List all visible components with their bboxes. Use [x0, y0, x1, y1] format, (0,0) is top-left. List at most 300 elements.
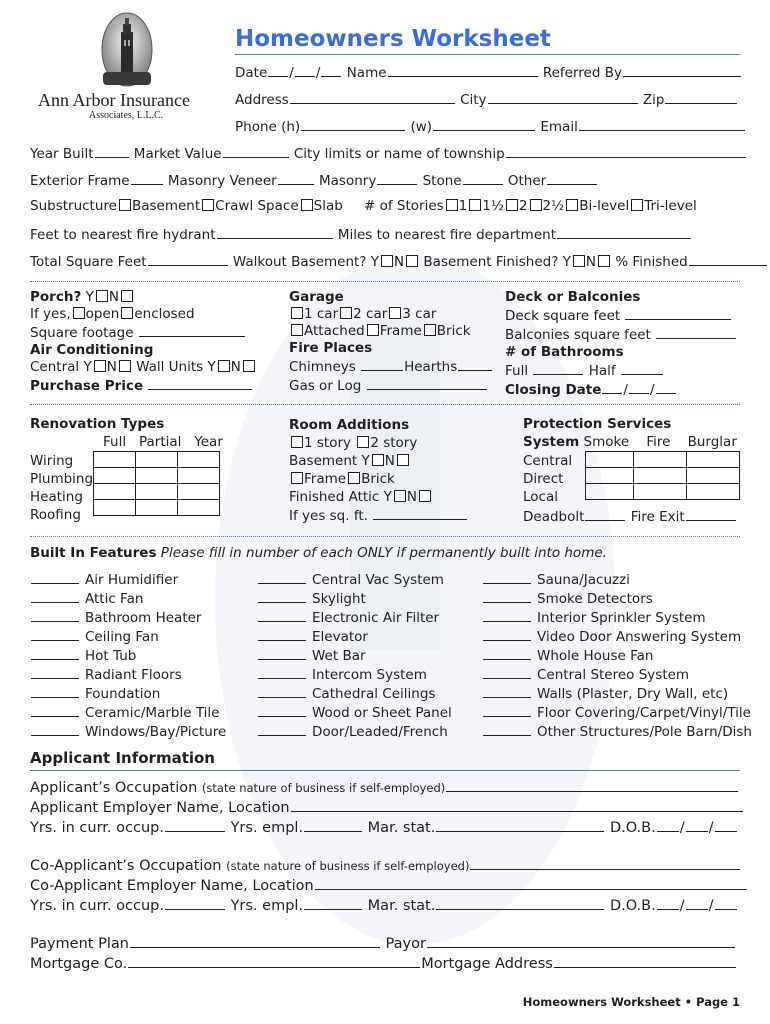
stories-label: # of Stories [364, 198, 444, 214]
feature-count-field[interactable] [258, 722, 306, 736]
air-conditioning-label: Air Conditioning [30, 342, 154, 358]
closing-date-sep: / [623, 382, 628, 398]
garage-brick-label: Brick [436, 323, 471, 339]
walkout-yes-checkbox[interactable] [381, 255, 393, 267]
grid-cell[interactable] [136, 468, 178, 484]
co-employer-row [30, 876, 748, 894]
central-no-checkbox[interactable] [119, 360, 131, 372]
fire-label: Fire [646, 434, 671, 450]
feature-label: Skylight [312, 591, 366, 607]
address-label: Address [235, 92, 289, 108]
tri-level-label: Tri-level [644, 198, 697, 214]
walkout-label: Walkout Basement? Y [232, 254, 380, 270]
addition-basement-no-checkbox[interactable] [397, 454, 409, 466]
if-yes-label: If yes, [30, 306, 71, 322]
purchase-price-field[interactable] [148, 376, 252, 390]
wall-units-label: Wall Units Y [136, 359, 216, 375]
open-label: open [85, 306, 120, 322]
bathrooms-label: # of Bathrooms [505, 344, 624, 360]
feature-count-field[interactable] [483, 627, 531, 641]
feature-count-field[interactable] [483, 608, 531, 622]
phone-h-field[interactable] [301, 117, 405, 131]
half-bath-field[interactable] [621, 361, 663, 375]
built-in-heading-row [30, 545, 607, 561]
feature-count-field[interactable] [483, 703, 531, 717]
renovation-rows [30, 452, 93, 524]
square-footage-field[interactable] [139, 323, 245, 337]
closing-date-label: Closing Date [505, 382, 602, 398]
occupation-field[interactable] [446, 778, 738, 792]
grid-cell[interactable] [178, 468, 220, 484]
built-in-feature-row [482, 646, 752, 665]
co-yrs-empl-field[interactable] [304, 896, 362, 910]
stone-field[interactable] [463, 171, 503, 185]
company-sub: Associates, L.L.C. [89, 110, 164, 121]
deck-square-feet-field[interactable] [625, 306, 731, 320]
co-occupation-label: Co-Applicant’s Occupation [30, 858, 222, 874]
feature-count-field[interactable] [483, 665, 531, 679]
built-in-col-1 [30, 570, 226, 741]
addition-frame-checkbox[interactable] [291, 472, 303, 484]
feature-label: Central Vac System [312, 572, 444, 588]
feature-label: Central Stereo System [537, 667, 690, 683]
porch-label: Porch? [30, 289, 82, 305]
referred-by-field[interactable] [623, 63, 741, 77]
car-1-checkbox[interactable] [291, 307, 303, 319]
city-field[interactable] [488, 90, 638, 104]
feature-label: Radiant Floors [85, 667, 182, 683]
feature-label: Windows/Bay/Picture [85, 724, 227, 740]
date-sep: / [315, 65, 321, 81]
phone-w-field[interactable] [433, 117, 535, 131]
zip-field[interactable] [665, 90, 737, 104]
feature-count-field[interactable] [31, 570, 79, 584]
built-in-heading: Built In Features [30, 545, 157, 561]
closing-date-sep: / [649, 382, 655, 398]
chimneys-label: Chimneys [289, 359, 356, 375]
if-yes-sqft-label: If yes sq. ft. [289, 508, 368, 524]
employer-field[interactable] [291, 798, 743, 812]
deck-block [505, 289, 737, 399]
deadbolt-field[interactable] [585, 507, 625, 521]
built-in-note: Please fill in number of each ONLY if permanently built into home. [160, 545, 607, 561]
built-in-feature-row [482, 665, 752, 684]
grid-cell[interactable] [178, 500, 220, 516]
date-month-field[interactable] [268, 63, 288, 77]
col-partial-label: Partial [138, 434, 182, 450]
occupation-row [30, 778, 739, 796]
grid-cell[interactable] [136, 452, 178, 468]
hydrant-row [30, 225, 692, 243]
date-day-field[interactable] [295, 63, 315, 77]
attached-checkbox[interactable] [291, 324, 303, 336]
grid-cell[interactable] [586, 484, 634, 500]
feature-count-field[interactable] [483, 646, 531, 660]
mar-stat-field[interactable] [436, 818, 604, 832]
date-year-field[interactable] [321, 63, 341, 77]
yrs-empl-field[interactable] [304, 818, 362, 832]
fire-places-label: Fire Places [289, 340, 373, 356]
full-bath-field[interactable] [533, 361, 583, 375]
col-full-label: Full [103, 434, 127, 450]
car-2-checkbox[interactable] [340, 307, 352, 319]
built-in-feature-row [482, 570, 752, 589]
slab-label: Slab [313, 198, 343, 214]
finished-attic-no-checkbox[interactable] [419, 490, 431, 502]
feature-count-field[interactable] [31, 703, 79, 717]
grid-cell[interactable] [94, 484, 136, 500]
grid-cell[interactable] [178, 452, 220, 468]
built-in-feature-row [30, 684, 226, 703]
built-in-feature-row [482, 608, 752, 627]
page-footer: Homeowners Worksheet • Page 1 [522, 995, 740, 1009]
phone-h-label: Phone (h) [235, 119, 301, 135]
feature-label: Whole House Fan [537, 648, 654, 664]
fire-dept-label: Miles to nearest fire department [337, 227, 556, 243]
feature-count-field[interactable] [258, 608, 306, 622]
feature-count-field[interactable] [31, 627, 79, 641]
wall-units-no-checkbox[interactable] [243, 360, 255, 372]
exterior-row [30, 171, 598, 189]
closing-year-field[interactable] [656, 380, 676, 394]
feature-label: Other Structures/Pole Barn/Dish [537, 724, 752, 740]
basement-checkbox[interactable] [119, 199, 131, 211]
finished-attic-n-label: N [406, 489, 418, 505]
name-field[interactable] [388, 63, 538, 77]
built-in-feature-row [30, 665, 226, 684]
basement-finished-yes-checkbox[interactable] [573, 255, 585, 267]
co-yrs-occ-field[interactable] [165, 896, 225, 910]
other-field[interactable] [547, 171, 597, 185]
story-1-addition-checkbox[interactable] [291, 436, 303, 448]
masonry-veneer-label: Masonry Veneer [167, 173, 277, 189]
phone-row [235, 117, 746, 135]
feature-label: Interior Sprinkler System [537, 610, 706, 626]
hydrant-field[interactable] [217, 225, 333, 239]
payor-field[interactable] [427, 934, 735, 948]
dob-month-field[interactable] [657, 818, 679, 832]
col-year-label: Year [194, 434, 223, 450]
garage-label: Garage [289, 289, 344, 305]
co-occupation-row [30, 856, 741, 874]
grid-cell[interactable] [687, 452, 740, 468]
feature-label: Bathroom Heater [85, 610, 202, 626]
market-value-field[interactable] [223, 144, 289, 158]
grid-cell[interactable] [136, 500, 178, 516]
slab-checkbox[interactable] [301, 199, 313, 211]
story-1-label: 1 [458, 198, 468, 214]
story-2-addition-checkbox[interactable] [357, 436, 369, 448]
feature-count-field[interactable] [31, 589, 79, 603]
porch-yes-checkbox[interactable] [96, 290, 108, 302]
tri-level-checkbox[interactable] [631, 199, 643, 211]
referred-by-label: Referred By [542, 65, 622, 81]
grid-cell[interactable] [634, 452, 687, 468]
feature-count-field[interactable] [31, 646, 79, 660]
masonry-label: Masonry [319, 173, 377, 189]
grid-cell[interactable] [634, 484, 687, 500]
mortgage-co-field[interactable] [128, 954, 420, 968]
built-in-feature-row [257, 627, 452, 646]
roofing-label: Roofing [30, 507, 81, 523]
substructure-label: Substructure [30, 198, 117, 214]
garage-block [289, 289, 493, 395]
email-label: Email [540, 119, 578, 135]
dob-year-field[interactable] [715, 818, 737, 832]
employer-label: Applicant Employer Name, Location [30, 800, 290, 816]
story-2-checkbox[interactable] [506, 199, 518, 211]
porch-y-label: Y [85, 289, 94, 305]
renovation-types-heading: Renovation Types [30, 416, 165, 432]
square-footage-label: Square footage [30, 325, 134, 341]
central-n-label: N [106, 359, 117, 375]
central-y-label: Central Y [30, 359, 92, 375]
payment-row [30, 934, 736, 952]
square-feet-field[interactable] [148, 252, 228, 266]
central-yes-checkbox[interactable] [94, 360, 106, 372]
dob-day-field[interactable] [686, 818, 708, 832]
hydrant-label: Feet to nearest fire hydrant [30, 227, 216, 243]
wall-units-yes-checkbox[interactable] [218, 360, 230, 372]
feature-label: Sauna/Jacuzzi [537, 572, 630, 588]
story-2-half-checkbox[interactable] [530, 199, 542, 211]
built-in-feature-row [30, 589, 226, 608]
feature-count-field[interactable] [258, 646, 306, 660]
room-additions-heading: Room Additions [289, 417, 410, 433]
feature-count-field[interactable] [31, 684, 79, 698]
market-value-label: Market Value [133, 146, 222, 162]
other-label: Other [507, 173, 547, 189]
room-additions-block [289, 416, 468, 525]
occupation-note: (state nature of business if self-employed) [201, 781, 446, 795]
burglar-label: Burglar [687, 434, 737, 450]
feature-count-field[interactable] [483, 570, 531, 584]
feature-count-field[interactable] [258, 589, 306, 603]
hearths-label: Hearths [404, 359, 458, 375]
local-label: Local [523, 489, 558, 505]
enclosed-label: enclosed [134, 306, 195, 322]
addition-frame-label: Frame [304, 471, 347, 487]
grid-cell[interactable] [136, 484, 178, 500]
feature-count-field[interactable] [31, 722, 79, 736]
exterior-frame-field[interactable] [131, 171, 163, 185]
name-label: Name [346, 65, 387, 81]
feature-label: Cathedral Ceilings [312, 686, 436, 702]
fire-dept-field[interactable] [557, 225, 691, 239]
system-label: System [523, 434, 580, 450]
feature-count-field[interactable] [258, 627, 306, 641]
dob-label: D.O.B. [609, 820, 656, 836]
yrs-occ-field[interactable] [165, 818, 225, 832]
feature-count-field[interactable] [483, 589, 531, 603]
co-occupation-field[interactable] [470, 856, 740, 870]
fire-exit-label: Fire Exit [630, 509, 685, 525]
co-dob-day-field[interactable] [686, 896, 708, 910]
basement-finished-no-checkbox[interactable] [598, 255, 610, 267]
porch-block [30, 289, 256, 395]
finished-attic-yes-checkbox[interactable] [394, 490, 406, 502]
address-row [235, 90, 738, 108]
email-field[interactable] [579, 117, 745, 131]
enclosed-checkbox[interactable] [121, 307, 133, 319]
year-built-field[interactable] [95, 144, 129, 158]
balconies-square-feet-field[interactable] [656, 325, 736, 339]
deadbolt-row [523, 507, 737, 525]
built-in-feature-row [482, 589, 752, 608]
renovation-columns [103, 434, 223, 450]
built-in-feature-row [257, 684, 452, 703]
feature-label: Foundation [85, 686, 161, 702]
company-name: Ann Arbor Insurance [38, 90, 190, 110]
built-in-feature-row [257, 703, 452, 722]
grid-cell[interactable] [94, 452, 136, 468]
township-label: City limits or name of township [293, 146, 505, 162]
garage-brick-checkbox[interactable] [424, 324, 436, 336]
grid-cell[interactable] [687, 468, 740, 484]
addition-basement-yes-checkbox[interactable] [372, 454, 384, 466]
feature-count-field[interactable] [258, 665, 306, 679]
masonry-veneer-field[interactable] [278, 171, 314, 185]
co-mar-stat-label: Mar. stat. [367, 898, 436, 914]
walkout-no-label: N [394, 254, 405, 270]
hearths-field[interactable] [458, 357, 492, 371]
masonry-field[interactable] [377, 171, 417, 185]
grid-cell[interactable] [94, 500, 136, 516]
wall-units-n-label: N [230, 359, 241, 375]
feature-count-field[interactable] [258, 684, 306, 698]
grid-cell[interactable] [634, 468, 687, 484]
protection-grid [585, 451, 740, 500]
yrs-empl-label: Yrs. empl. [230, 820, 304, 836]
car-3-label: 3 car [402, 306, 437, 322]
co-dob-year-field[interactable] [715, 896, 737, 910]
built-in-feature-row [30, 570, 226, 589]
deck-label: Deck or Balconies [505, 289, 641, 305]
feature-label: Door/Leaded/French [312, 724, 448, 740]
stone-label: Stone [422, 173, 462, 189]
purchase-price-label: Purchase Price [30, 378, 144, 394]
story-1-half-label: 1½ [482, 198, 504, 214]
feature-count-field[interactable] [483, 684, 531, 698]
page-title: Homeowners Worksheet [235, 26, 551, 52]
deck-square-feet-label: Deck square feet [505, 308, 621, 324]
feature-label: Attic Fan [85, 591, 144, 607]
story-2-label: 2 [518, 198, 528, 214]
bi-level-checkbox[interactable] [566, 199, 578, 211]
garage-frame-checkbox[interactable] [367, 324, 379, 336]
yrs-occ-label: Yrs. in curr. occup. [30, 820, 164, 836]
crawl-space-checkbox[interactable] [202, 199, 214, 211]
grid-cell[interactable] [586, 468, 634, 484]
dob-sep: / [708, 820, 714, 836]
car-3-checkbox[interactable] [389, 307, 401, 319]
built-in-feature-row [482, 627, 752, 646]
chimneys-field[interactable] [361, 357, 403, 371]
feature-count-field[interactable] [258, 570, 306, 584]
grid-cell[interactable] [586, 452, 634, 468]
if-yes-sqft-field[interactable] [373, 506, 467, 520]
section-divider [30, 404, 740, 405]
feature-label: Ceramic/Marble Tile [85, 705, 220, 721]
phone-w-label: (w) [410, 119, 433, 135]
built-in-feature-row [30, 722, 226, 741]
bi-level-label: Bi-level [579, 198, 630, 214]
story-2-addition-label: 2 story [370, 435, 418, 451]
closing-day-field[interactable] [629, 380, 649, 394]
square-feet-label: Total Square Feet [30, 254, 147, 270]
built-in-feature-row [257, 570, 452, 589]
feature-count-field[interactable] [31, 665, 79, 679]
co-employer-field[interactable] [315, 876, 747, 890]
crawl-space-label: Crawl Space [215, 198, 299, 214]
zip-label: Zip [642, 92, 665, 108]
deadbolt-label: Deadbolt [523, 509, 585, 525]
built-in-feature-row [30, 703, 226, 722]
feature-label: Walls (Plaster, Dry Wall, etc) [537, 686, 729, 702]
grid-cell[interactable] [178, 484, 220, 500]
built-in-feature-row [257, 665, 452, 684]
built-in-feature-row [257, 608, 452, 627]
open-checkbox[interactable] [73, 307, 85, 319]
walkout-no-checkbox[interactable] [406, 255, 418, 267]
payment-plan-label: Payment Plan [30, 936, 129, 952]
full-bath-label: Full [505, 363, 529, 379]
mortgage-address-label: Mortgage Address [421, 956, 553, 972]
co-dob-month-field[interactable] [657, 896, 679, 910]
co-applicant-details-row [30, 896, 738, 914]
finished-attic-label: Finished Attic Y [289, 489, 392, 505]
grid-cell[interactable] [687, 484, 740, 500]
smoke-label: Smoke [583, 434, 630, 450]
applicant-heading: Applicant Information [30, 749, 215, 767]
dob-sep: / [679, 898, 685, 914]
mortgage-address-field[interactable] [554, 954, 736, 968]
garage-frame-label: Frame [379, 323, 422, 339]
payment-plan-field[interactable] [130, 934, 380, 948]
substructure-row [30, 198, 343, 214]
gas-or-log-field[interactable] [367, 376, 487, 390]
address-field[interactable] [290, 90, 455, 104]
built-in-feature-row [30, 627, 226, 646]
central-label: Central [523, 453, 573, 469]
feature-count-field[interactable] [258, 703, 306, 717]
heating-label: Heating [30, 489, 83, 505]
closing-month-field[interactable] [602, 380, 622, 394]
wiring-label: Wiring [30, 453, 74, 469]
title-rule [235, 54, 740, 55]
feature-count-field[interactable] [483, 722, 531, 736]
story-1-half-checkbox[interactable] [469, 199, 481, 211]
co-yrs-empl-label: Yrs. empl. [230, 898, 304, 914]
section-divider [30, 536, 740, 537]
direct-label: Direct [523, 471, 564, 487]
car-1-label: 1 car [304, 306, 339, 322]
feature-label: Hot Tub [85, 648, 137, 664]
fire-exit-field[interactable] [686, 507, 736, 521]
built-in-feature-row [257, 646, 452, 665]
feature-count-field[interactable] [31, 608, 79, 622]
percent-finished-field[interactable] [689, 252, 767, 266]
feature-label: Smoke Detectors [537, 591, 653, 607]
porch-no-checkbox[interactable] [121, 290, 133, 302]
built-in-col-3 [482, 570, 752, 741]
addition-brick-checkbox[interactable] [348, 472, 360, 484]
grid-cell[interactable] [94, 468, 136, 484]
township-field[interactable] [506, 144, 746, 158]
story-1-checkbox[interactable] [446, 199, 458, 211]
co-mar-stat-field[interactable] [436, 896, 604, 910]
feature-label: Air Humidifier [85, 572, 179, 588]
